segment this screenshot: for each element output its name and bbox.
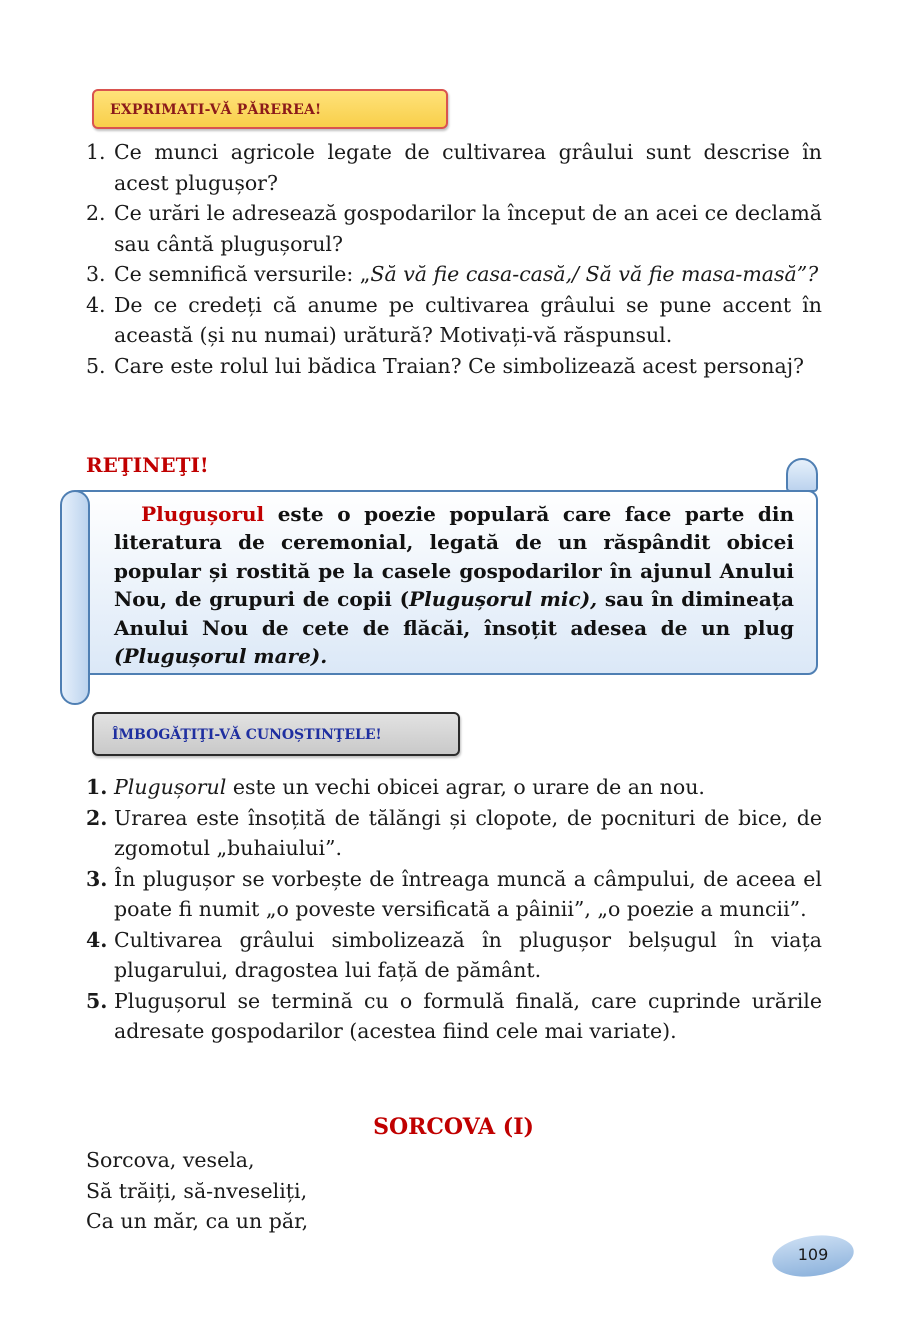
term-plugusorul: Plugușorul: [141, 502, 265, 526]
question-item: 1. Ce munci agricole legate de cultivarea grâului sunt descrise în acest plugușor?: [86, 140, 822, 195]
fact-item: 1. Plugușorul este un vechi obicei agrar, o urare de an nou.: [86, 775, 705, 799]
remember-scroll-box: [58, 458, 822, 708]
poem-title: SORCOVA (I): [373, 1114, 534, 1140]
question-item: 4. De ce credeți că anume pe cultivarea grâului se pune accent în această (și nu numai) urătură? Motivați-vă răspunsul.: [86, 292, 822, 347]
poem-verses: [86, 1145, 308, 1237]
question-item: 2. Ce urări le adresează gospodarilor la început de an acei ce declamă sau cântă plugușorul?: [86, 201, 822, 256]
section-header-opinion-label: EXPRIMATI-VĂ PĂREREA!: [110, 102, 322, 118]
verse-line: Ca un măr, ca un păr,: [86, 1209, 309, 1233]
section-header-knowledge-label: ÎMBOGĂŢIŢI-VĂ CUNOȘTINŢELE!: [112, 727, 382, 743]
section-header-knowledge: [92, 712, 460, 756]
question-item: 5. Care este rolul lui bădica Traian? Ce simbolizează acest personaj?: [86, 353, 805, 378]
scroll-curl-right: [786, 458, 818, 492]
page-number: 109: [797, 1245, 829, 1264]
remember-text: Plugușorul este o poezie populară care face parte din literatura de ceremonial, legată de un răspândit obicei popular și rostită pe la casele gospodarilor în ajunul Anului Nou, de grupuri de copii (Plugușorul mic), sau în dimineața Anului Nou de cete de flăcăi, însoțit adesea de un plug (Plugușorul mare).: [114, 502, 794, 669]
question-item: 3. Ce semnifică versurile: „Să vă fie casa-casă,/ Să vă fie masa-masă”?: [86, 262, 819, 286]
fact-item: 3. În plugușor se vorbește de întreaga muncă a câmpului, de aceea el poate fi numit „o poveste versificată a pâinii”, „o poezie a muncii”.: [86, 866, 822, 921]
fact-item: 5. Plugușorul se termină cu o formulă finală, care cuprinde urările adresate gospodarilor (acestea fiind cele mai variate).: [86, 988, 822, 1043]
fact-item: 4. Cultivarea grâului simbolizează în plugușor belșugul în viața plugarului, dragostea lui față de pământ.: [86, 927, 822, 982]
section-header-opinion: [92, 89, 448, 129]
verse-line: Sorcova, vesela,: [86, 1148, 255, 1172]
scroll-roll-left: [60, 490, 90, 705]
verse-line: Să trăiți, să-nveseliți,: [86, 1178, 308, 1203]
question-list: [86, 137, 822, 381]
remember-label: REŢINEŢI!: [86, 453, 209, 477]
fact-item: 2. Urarea este însoțită de tălăngi și clopote, de pocnituri de bice, de zgomotul „buhaiului”.: [86, 805, 822, 860]
facts-list: [86, 772, 822, 1047]
